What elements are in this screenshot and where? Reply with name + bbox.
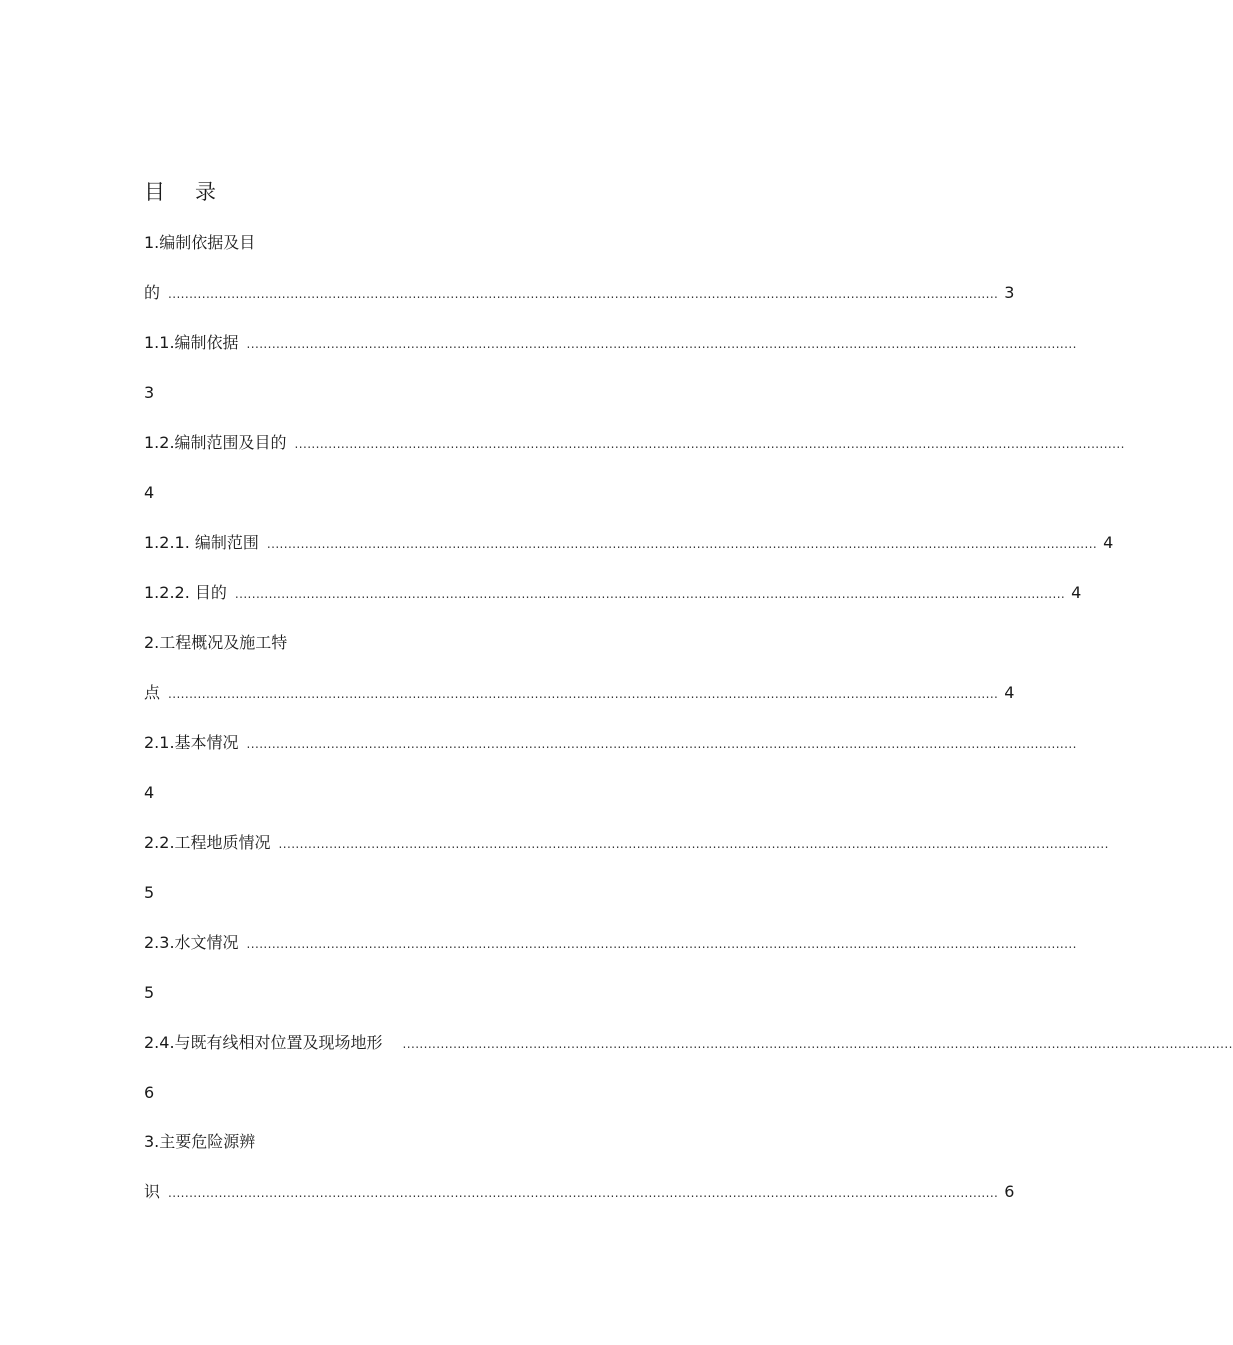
toc-page-number: 6: [1004, 1182, 1015, 1201]
toc-page-number: 5: [144, 883, 155, 902]
toc-page-number-line: [144, 782, 154, 804]
toc-entry-label: 1.2.1. 编制范围: [144, 533, 259, 552]
toc-entry[interactable]: [144, 332, 1077, 354]
toc-entry-label: 2.工程概况及施工特: [144, 633, 288, 652]
toc-page-number: 5: [144, 983, 155, 1002]
toc-entry[interactable]: [144, 1131, 274, 1153]
toc-page-number-line: [144, 982, 154, 1004]
toc-entry-label: 1.1.编制依据: [144, 333, 239, 352]
toc-leader-dots: .....................................................................................................................................................................................................: [168, 687, 999, 701]
toc-leader-dots: .....................................................................................................................................................................................................: [278, 837, 1109, 851]
toc-entry-label: 1.编制依据及目: [144, 233, 256, 252]
toc-entry-label: 识: [144, 1182, 161, 1201]
toc-leader-dots: .....................................................................................................................................................................................................: [168, 287, 999, 301]
toc-page-number: 4: [1103, 533, 1114, 552]
toc-entry[interactable]: [144, 582, 1082, 604]
toc-leader-dots: .....................................................................................................................................................................................................: [402, 1037, 1233, 1051]
toc-entry-label: 2.4.与既有线相对位置及现场地形: [144, 1033, 383, 1052]
toc-page-number: 3: [1004, 283, 1015, 302]
toc-page-number: 4: [1071, 583, 1082, 602]
toc-entry[interactable]: [144, 432, 1125, 454]
toc-entry[interactable]: [144, 1181, 1015, 1203]
toc-entry[interactable]: [144, 632, 304, 654]
toc-entry[interactable]: [144, 532, 1114, 554]
toc-leader-dots: .....................................................................................................................................................................................................: [246, 337, 1077, 351]
toc-page-number-line: [144, 382, 154, 404]
toc-page-number-line: [144, 882, 154, 904]
toc-entry-label: 2.3.水文情况: [144, 933, 239, 952]
toc-entry[interactable]: [144, 1032, 1233, 1054]
toc-entry-label: 2.1.基本情况: [144, 733, 239, 752]
toc-page-number: 4: [1004, 683, 1015, 702]
toc-entry-label: 的: [144, 283, 161, 302]
toc-entry-label: 3.主要危险源辨: [144, 1132, 256, 1151]
toc-page-number: 4: [144, 483, 155, 502]
toc-leader-dots: .....................................................................................................................................................................................................: [246, 937, 1077, 951]
toc-title-part1: 目: [144, 180, 165, 204]
toc-leader-dots: .....................................................................................................................................................................................................: [266, 537, 1098, 551]
toc-entry-label: 1.2.编制范围及目的: [144, 433, 287, 452]
toc-page-number: 4: [144, 783, 155, 802]
toc-entry[interactable]: [144, 732, 1077, 754]
toc-page-number: 6: [144, 1083, 155, 1102]
toc-leader-dots: .....................................................................................................................................................................................................: [246, 737, 1077, 751]
toc-leader-dots: .....................................................................................................................................................................................................: [168, 1186, 999, 1200]
toc-entry[interactable]: [144, 932, 1077, 954]
toc-entry[interactable]: [144, 832, 1109, 854]
toc-page-number-line: [144, 482, 154, 504]
toc-page-number-line: [144, 1082, 154, 1104]
toc-entry[interactable]: [144, 232, 274, 254]
toc-entry[interactable]: [144, 282, 1015, 304]
toc-entry[interactable]: [144, 682, 1015, 704]
toc-entry-label: 点: [144, 683, 161, 702]
toc-entry-label: 1.2.2. 目的: [144, 583, 227, 602]
toc-page-number: 3: [144, 383, 155, 402]
toc-title: [144, 178, 216, 206]
toc-leader-dots: .....................................................................................................................................................................................................: [294, 437, 1125, 451]
toc-leader-dots: .....................................................................................................................................................................................................: [234, 587, 1066, 601]
toc-entry-label: 2.2.工程地质情况: [144, 833, 271, 852]
toc-title-part2: 录: [195, 180, 216, 204]
